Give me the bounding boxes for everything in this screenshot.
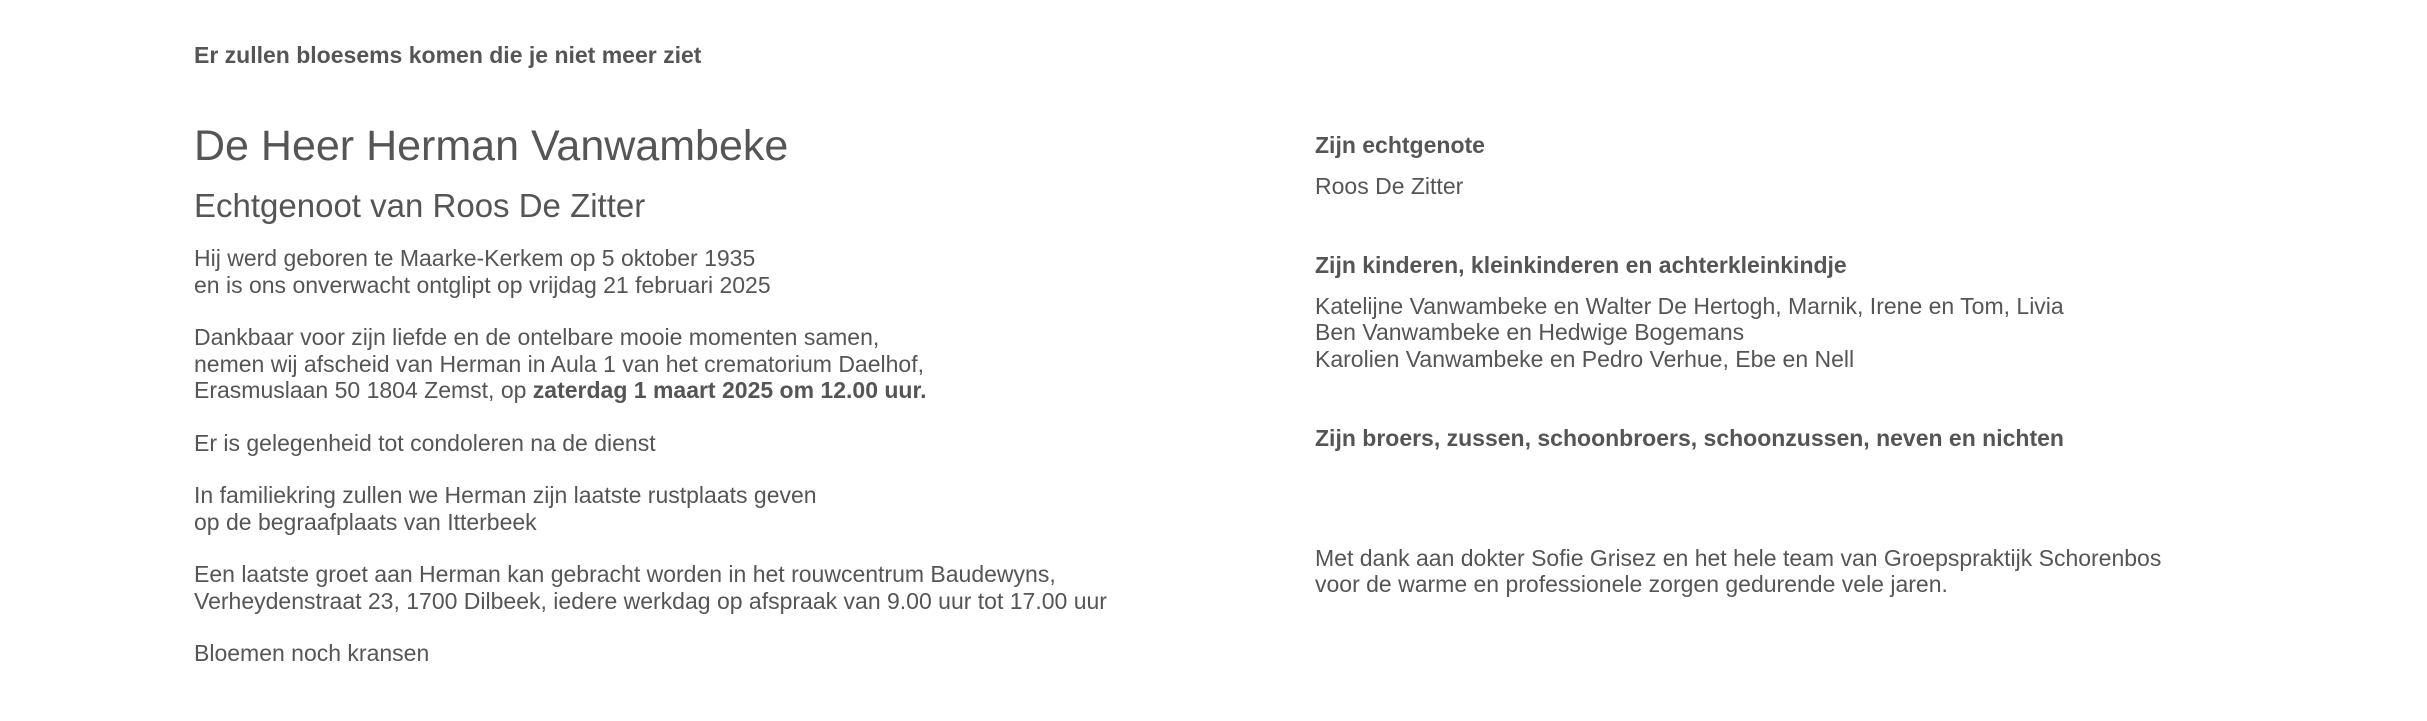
wife-heading: Zijn echtgenote [1315, 132, 1485, 158]
thanks-line-2: voor de warme en professionele zorgen gedurende vele jaren. [1315, 571, 1948, 597]
flowers-paragraph [194, 640, 1274, 667]
farewell-date-time: zaterdag 1 maart 2025 om 12.00 uur. [532, 377, 927, 403]
birth-death-paragraph [194, 245, 1274, 298]
motto: Er zullen bloesems komen die je niet meer ziet [194, 42, 702, 68]
death-line: en is ons onverwacht ontglipt op vrijdag 21 februari 2025 [194, 271, 771, 298]
burial-line-1: In familiekring zullen we Herman zijn laatste rustplaats geven [194, 482, 817, 508]
condolence-paragraph [194, 430, 1274, 457]
condolence-line: Er is gelegenheid tot condoleren na de dienst [194, 429, 656, 456]
burial-line-2: op de begraafplaats van Itterbeek [194, 508, 537, 535]
burial-paragraph [194, 482, 1274, 535]
farewell-paragraph [194, 324, 1274, 404]
children-line: Karolien Vanwambeke en Pedro Verhue, Ebe en Nell [1315, 345, 1855, 372]
birth-line: Hij werd geboren te Maarke-Kerkem op 5 oktober 1935 [194, 245, 756, 271]
spouse-of-line: Echtgenoot van Roos De Zitter [194, 187, 646, 224]
wife-name: Roos De Zitter [1315, 172, 1464, 199]
farewell-line-2: nemen wij afscheid van Herman in Aula 1 van het crematorium Daelhof, [194, 350, 924, 377]
flowers-line: Bloemen noch kransen [194, 640, 430, 666]
children-list [1315, 293, 2395, 373]
greeting-line-2: Verheydenstraat 23, 1700 Dilbeek, iedere werkdag op afspraak van 9.00 uur tot 17.00 uur [194, 587, 1107, 614]
farewell-address: Erasmuslaan 50 1804 Zemst, op [194, 377, 533, 403]
thanks-paragraph [1315, 545, 2395, 598]
children-line: Katelijne Vanwambeke en Walter De Hertogh, Marnik, Irene en Tom, Livia [1315, 292, 2064, 319]
children-line: Ben Vanwambeke en Hedwige Bogemans [1315, 319, 1745, 345]
greeting-paragraph [194, 561, 1274, 614]
obituary-main-column [194, 120, 1274, 693]
siblings-heading: Zijn broers, zussen, schoonbroers, schoonzussen, neven en nichten [1315, 425, 2064, 451]
children-heading: Zijn kinderen, kleinkinderen en achterkleinkindje [1315, 252, 1847, 278]
thanks-line-1: Met dank aan dokter Sofie Grisez en het hele team van Groepspraktijk Schorenbos [1315, 544, 2162, 571]
deceased-name: De Heer Herman Vanwambeke [194, 122, 789, 170]
family-column [1315, 132, 2395, 598]
farewell-line-3 [194, 377, 1274, 404]
farewell-line-1: Dankbaar voor zijn liefde en de ontelbare mooie momenten samen, [194, 324, 880, 350]
greeting-line-1: Een laatste groet aan Herman kan gebracht worden in het rouwcentrum Baudewyns, [194, 561, 1056, 587]
